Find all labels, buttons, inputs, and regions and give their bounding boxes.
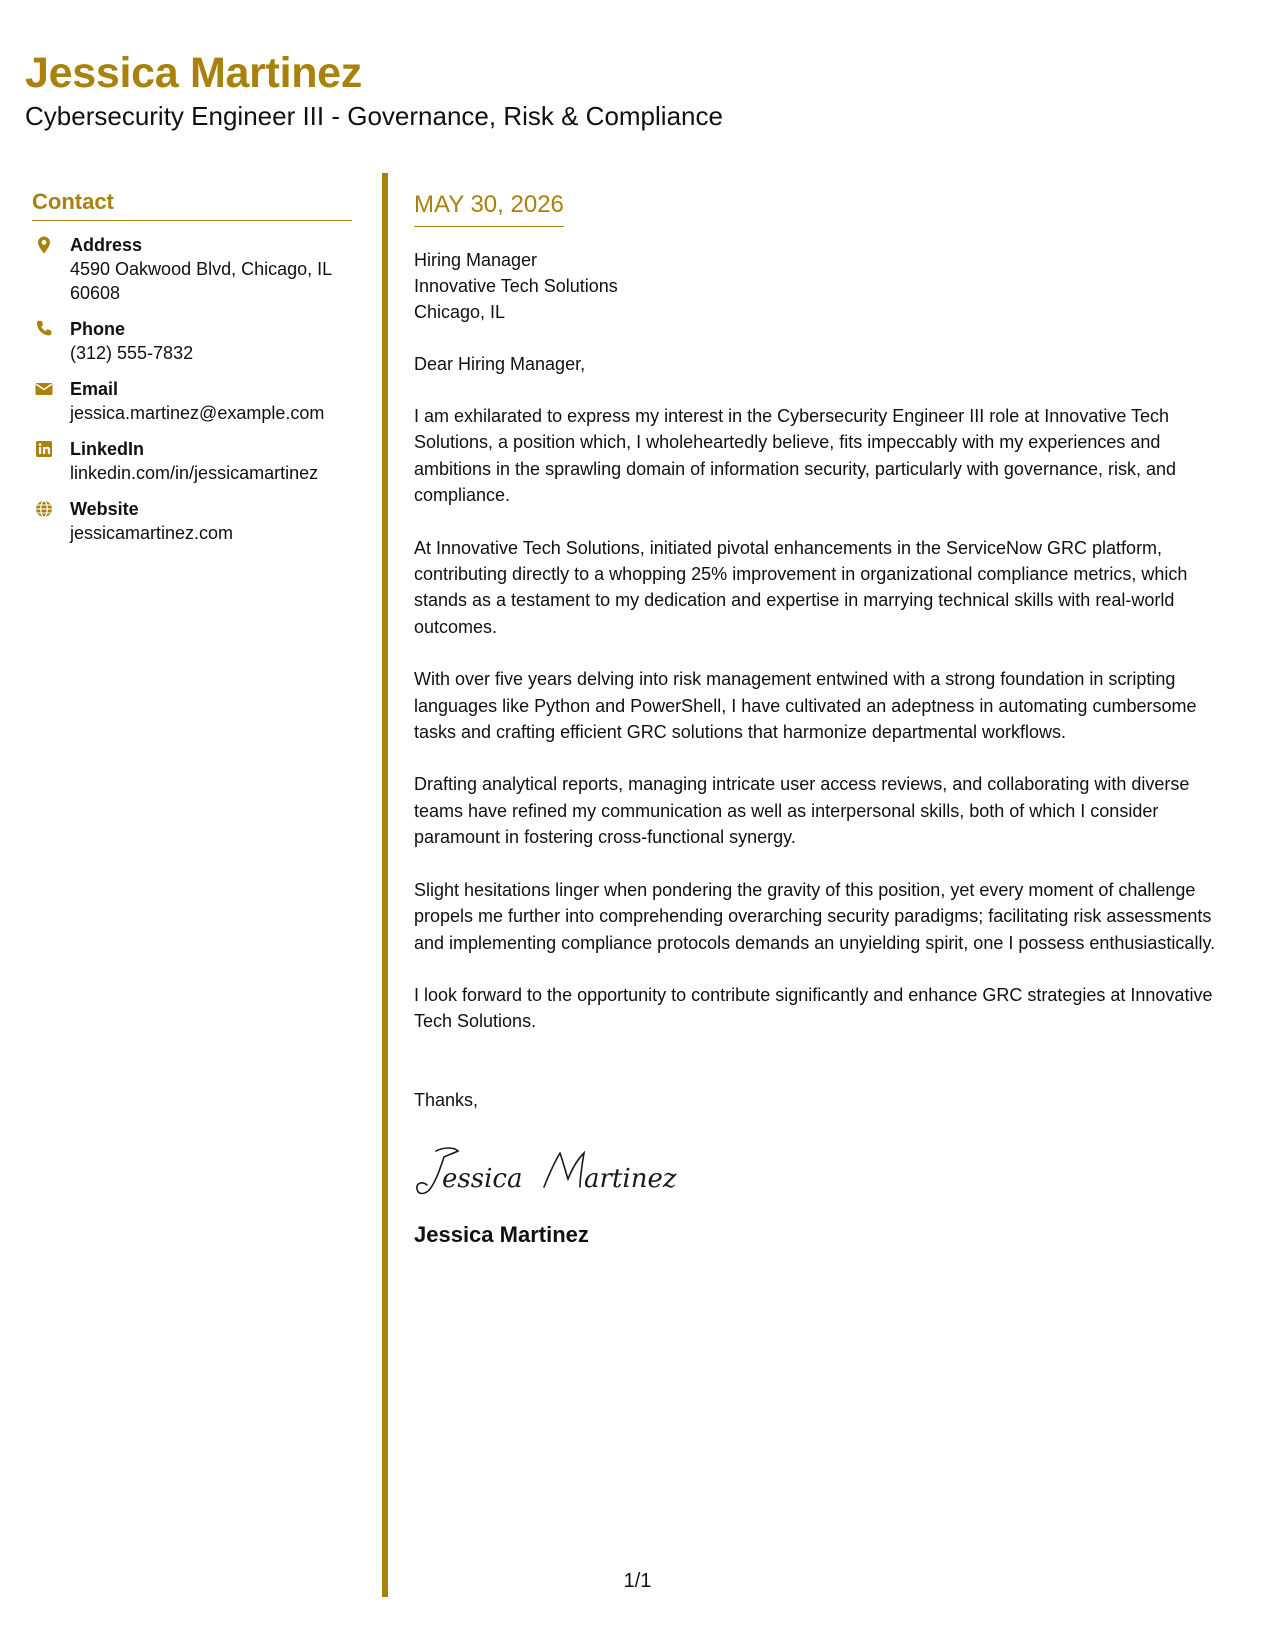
letter-paragraph-5: Slight hesitations linger when pondering the gravity of this position, yet every moment of challenge propels me further into comprehending overarching security paradigms; facilitating risk assessments and implementing compliance protocols demands an unyielding spirit, one I possess enthusiastically.	[414, 879, 1216, 953]
letter-date: MAY 30, 2026	[414, 190, 564, 227]
contact-list	[32, 233, 352, 545]
svg-text:artinez: artinez	[584, 1163, 677, 1194]
location-pin-icon	[34, 235, 54, 255]
handwritten-signature	[414, 1143, 684, 1199]
envelope-icon	[34, 379, 54, 399]
recipient-line-3: Chicago, IL	[414, 302, 506, 322]
candidate-title: Cybersecurity Engineer III - Governance, Risk & Compliance	[25, 101, 723, 131]
contact-item-linkedin	[32, 437, 352, 485]
contact-item-email	[32, 377, 352, 425]
contact-label-email: Email	[70, 379, 119, 399]
linkedin-icon	[34, 439, 54, 459]
letter-closing: Thanks,	[414, 1089, 479, 1110]
recipient-line-2: Innovative Tech Solutions	[414, 276, 618, 296]
contact-item-phone	[32, 317, 352, 365]
contact-item-address	[32, 233, 352, 305]
letter-paragraph-6: I look forward to the opportunity to contribute significantly and enhance GRC strategies at Innovative Tech Solutions.	[414, 984, 1213, 1032]
cover-letter-body	[414, 190, 1240, 1249]
contact-value-address: 4590 Oakwood Blvd, Chicago, IL 60608	[70, 259, 332, 303]
signer-name: Jessica Martinez	[414, 1221, 589, 1247]
letter-paragraph-2: At Innovative Tech Solutions, initiated pivotal enhancements in the ServiceNow GRC platform, contributing directly to a whopping 25% improvement in organizational compliance metrics, which stands as a testament to my dedication and expertise in marrying technical skills with real-world outcomes.	[414, 537, 1188, 637]
contact-value-email[interactable]: jessica.martinez@example.com	[70, 403, 325, 423]
contact-label-address: Address	[70, 235, 143, 255]
contact-value-phone: (312) 555-7832	[70, 343, 194, 363]
candidate-name: Jessica Martinez	[25, 49, 362, 97]
contact-sidebar	[32, 188, 352, 557]
letter-paragraph-1: I am exhilarated to express my interest in the Cybersecurity Engineer III role at Innovative Tech Solutions, a position which, I wholeheartedly believe, fits impeccably with my experiences and ambitions in the sprawling domain of information security, particularly with governance, risk, and compliance.	[414, 406, 1177, 506]
recipient-line-1: Hiring Manager	[414, 250, 538, 270]
contact-value-linkedin[interactable]: linkedin.com/in/jessicamartinez	[70, 463, 319, 483]
page-number: 1/1	[623, 1570, 652, 1592]
globe-icon	[34, 499, 54, 519]
contact-section-title: Contact	[32, 188, 352, 221]
contact-label-website: Website	[70, 499, 139, 519]
contact-value-website[interactable]: jessicamartinez.com	[70, 523, 234, 543]
salutation: Dear Hiring Manager,	[414, 354, 586, 374]
phone-icon	[34, 319, 54, 339]
resume-header	[25, 48, 1225, 132]
letter-paragraph-4: Drafting analytical reports, managing intricate user access reviews, and collaborating with diverse teams have refined my communication as well as interpersonal skills, both of which I consider paramount in fostering cross-functional synergy.	[414, 774, 1190, 848]
contact-label-phone: Phone	[70, 319, 126, 339]
letter-paragraph-3: With over five years delving into risk management entwined with a strong foundation in scripting languages like Python and PowerShell, I have cultivated an adeptness in automating cumbersome tasks and crafting efficient GRC solutions that harmonize departmental workflows.	[414, 669, 1197, 743]
svg-text:essica: essica	[442, 1163, 523, 1194]
contact-label-linkedin: LinkedIn	[70, 439, 145, 459]
recipient-block	[414, 247, 1240, 325]
vertical-divider	[382, 173, 388, 1597]
contact-item-website	[32, 497, 352, 545]
